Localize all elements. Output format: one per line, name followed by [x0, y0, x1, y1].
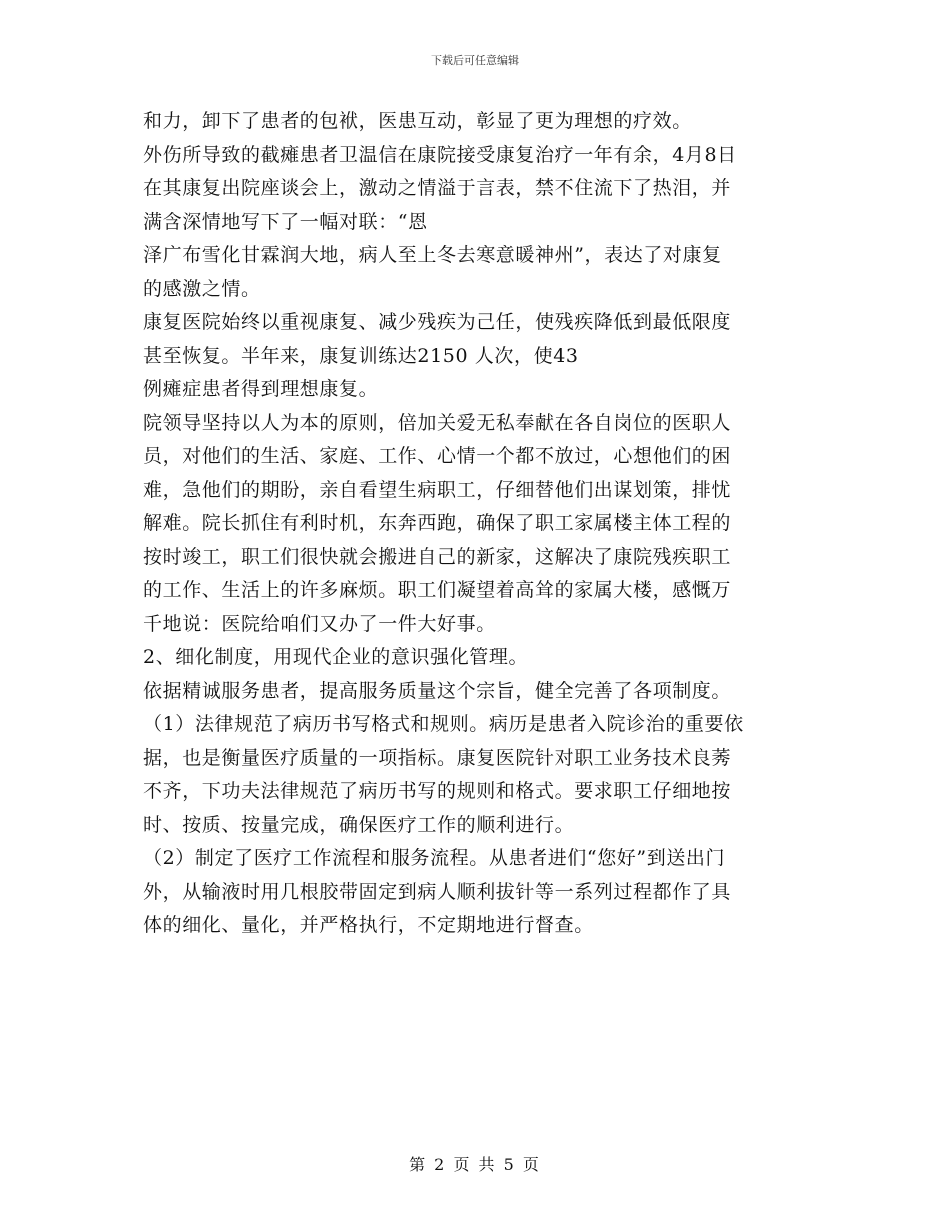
text-line: 康复医院始终以重视康复、减少残疾为己任，使残疾降低到最低限度 — [143, 311, 732, 333]
text-line: （1）法律规范了病历书写格式和规则。病历是患者入院诊治的重要依 — [143, 713, 744, 735]
text-line: 解难。院长抓住有利时机，东奔西跑，确保了职工家属楼主体工程的 — [143, 512, 732, 534]
text-line: 和力，卸下了患者的包袱，医患互动，彰显了更为理想的疗效。 — [143, 110, 692, 132]
text-line: 满含深情地写下了一幅对联：“恩 — [143, 210, 428, 233]
text-line: 体的细化、量化，并严格执行，不定期地进行督查。 — [143, 914, 594, 936]
page-header: 下载后可任意编辑 — [431, 54, 519, 67]
text-line: （2）制定了医疗工作流程和服务流程。从患者进们“您好”到送出门 — [143, 847, 726, 869]
page-number: 第 2 页 共 5 页 — [409, 1155, 541, 1174]
text-line: 泽广布雪化甘霖润大地，病人至上冬去寒意暖神州”，表达了对康复 — [143, 244, 722, 266]
text-line: 据，也是衡量医疗质量的一项指标。康复医院针对职工业务技术良莠 — [143, 746, 732, 769]
text-line: 依据精诚服务患者，提高服务质量这个宗旨，健全完善了各项制度。 — [143, 679, 732, 702]
text-line: 外伤所导致的截瘫患者卫温信在康院接受康复治疗一年有余，4月8日 — [143, 143, 737, 166]
text-line: 不齐，下功夫法律规范了病历书写的规则和格式。要求职工仔细地按 — [143, 780, 732, 802]
text-line: 院领导坚持以人为本的原则，倍加关爱无私奉献在各自岗位的医职人 — [143, 411, 732, 434]
text-line: 员，对他们的生活、家庭、工作、心情一个都不放过，心想他们的困 — [143, 445, 732, 467]
document-body — [143, 105, 813, 943]
text-line: 外，从输液时用几根胶带固定到病人顺利拔针等一系列过程都作了具 — [143, 880, 732, 903]
section-heading: 2、细化制度，用现代企业的意识强化管理。 — [143, 646, 529, 668]
text-line: 的感激之情。 — [143, 277, 261, 300]
text-line: 的工作、生活上的许多麻烦。职工们凝望着高耸的家属大楼，感慨万 — [143, 579, 732, 601]
text-line: 时、按质、按量完成，确保医疗工作的顺利进行。 — [143, 813, 575, 836]
text-line: 千地说：医院给咱们又办了一件大好事。 — [143, 612, 496, 635]
text-line: 按时竣工，职工们很快就会搬进自己的新家，这解决了康院残疾职工 — [143, 545, 732, 568]
text-line: 甚至恢复。半年来，康复训练达2150 人次，使43 — [143, 344, 579, 367]
text-line: 难，急他们的期盼，亲自看望生病职工，仔细替他们出谋划策，排忧 — [143, 478, 732, 501]
text-line: 例瘫症患者得到理想康复。 — [143, 378, 379, 400]
text-line: 在其康复出院座谈会上，激动之情溢于言表，禁不住流下了热泪，并 — [143, 177, 732, 199]
